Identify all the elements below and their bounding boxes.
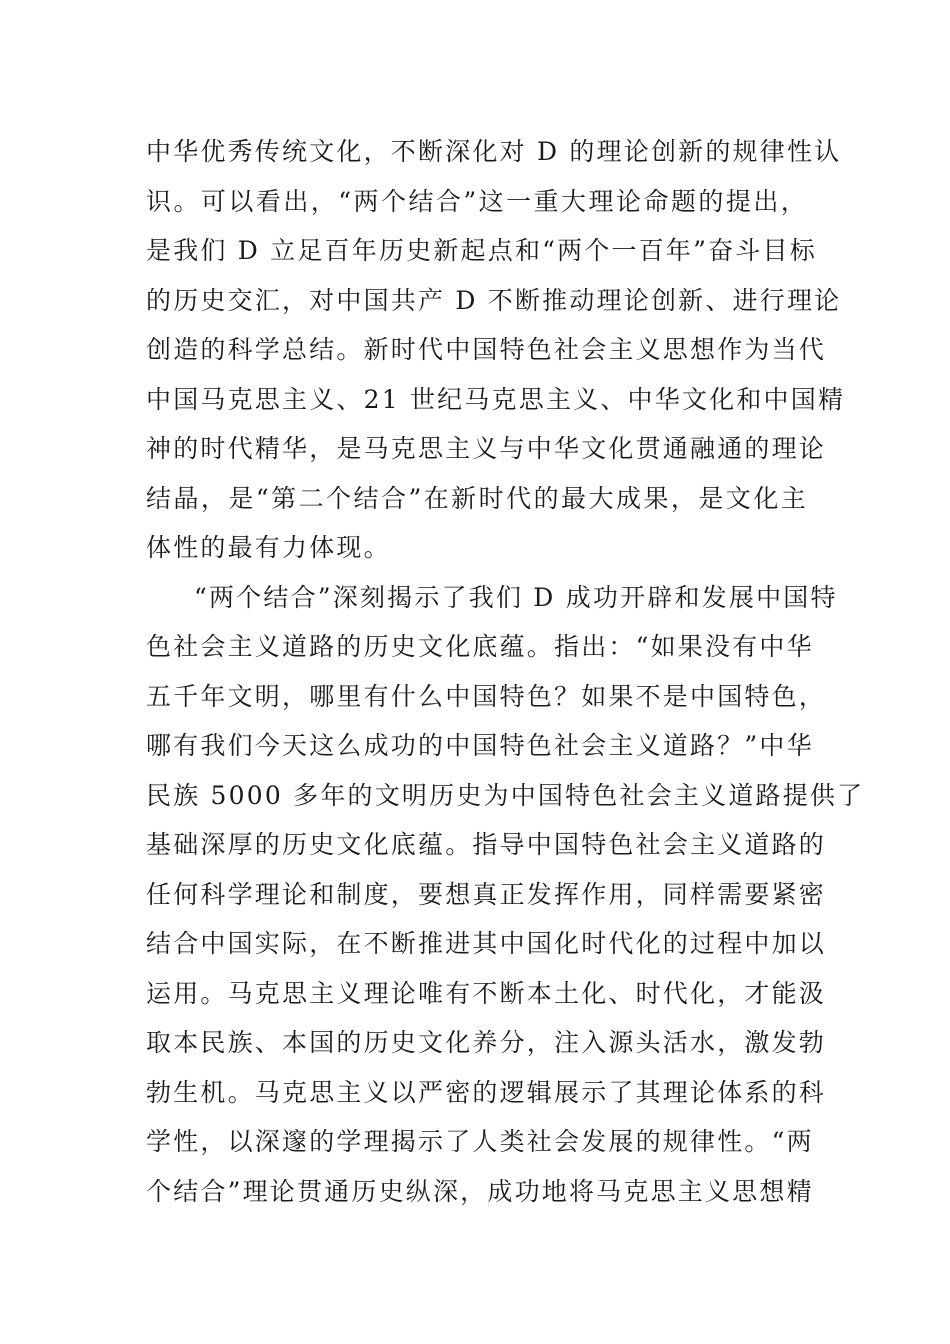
text-line: 中国马克思主义、21 世纪马克思主义、中华文化和中国精 — [146, 384, 846, 414]
text-line: 中华优秀传统文化，不断深化对 D 的理论创新的规律性认 — [146, 137, 842, 166]
text-line: 五千年文明，哪里有什么中国特色？如果不是中国特色， — [146, 681, 827, 711]
text-line: 创造的科学总结。新时代中国特色社会主义思想作为当代 — [146, 335, 827, 364]
text-line: 勃生机。马克思主义以严密的逻辑展示了其理论体系的科 — [146, 1077, 827, 1107]
text-line: 民族 5000 多年的文明历史为中国特色社会主义道路提供了 — [146, 780, 865, 810]
text-line: 哪有我们今天这么成功的中国特色社会主义道路？”中华 — [146, 731, 814, 760]
text-line: 取本民族、本国的历史文化养分，注入源头活水，激发勃 — [146, 1028, 827, 1057]
text-line: 是我们 D 立足百年历史新起点和“两个一百年”奋斗目标 — [146, 236, 817, 265]
text-line: 基础深厚的历史文化底蕴。指导中国特色社会主义道路的 — [146, 830, 827, 859]
text-line: 识。可以看出，“两个结合”这一重大理论命题的提出， — [146, 186, 808, 216]
text-line: 个结合”理论贯通历史纵深，成功地将马克思主义思想精 — [146, 1176, 814, 1206]
text-line: 任何科学理论和制度，要想真正发挥作用，同样需要紧密 — [146, 879, 827, 909]
text-line: 神的时代精华，是马克思主义与中华文化贯通融通的理论 — [146, 434, 827, 463]
text-line: 的历史交汇，对中国共产 D 不断推动理论创新、进行理论 — [146, 285, 842, 315]
text-line: 结合中国实际，在不断推进其中国化时代化的过程中加以 — [146, 929, 827, 958]
text-line: 体性的最有力体现。 — [146, 533, 391, 562]
text-line: 结晶，是“第二个结合”在新时代的最大成果，是文化主 — [146, 483, 808, 513]
text-line: 学性，以深邃的学理揭示了人类社会发展的规律性。“两 — [146, 1127, 814, 1156]
text-line: “两个结合”深刻揭示了我们 D 成功开辟和发展中国特 — [194, 582, 838, 612]
text-line: 运用。马克思主义理论唯有不断本土化、时代化，才能汲 — [146, 978, 827, 1008]
text-line: 色社会主义道路的历史文化底蕴。指出：“如果没有中华 — [146, 632, 814, 661]
text-body — [146, 127, 865, 1216]
